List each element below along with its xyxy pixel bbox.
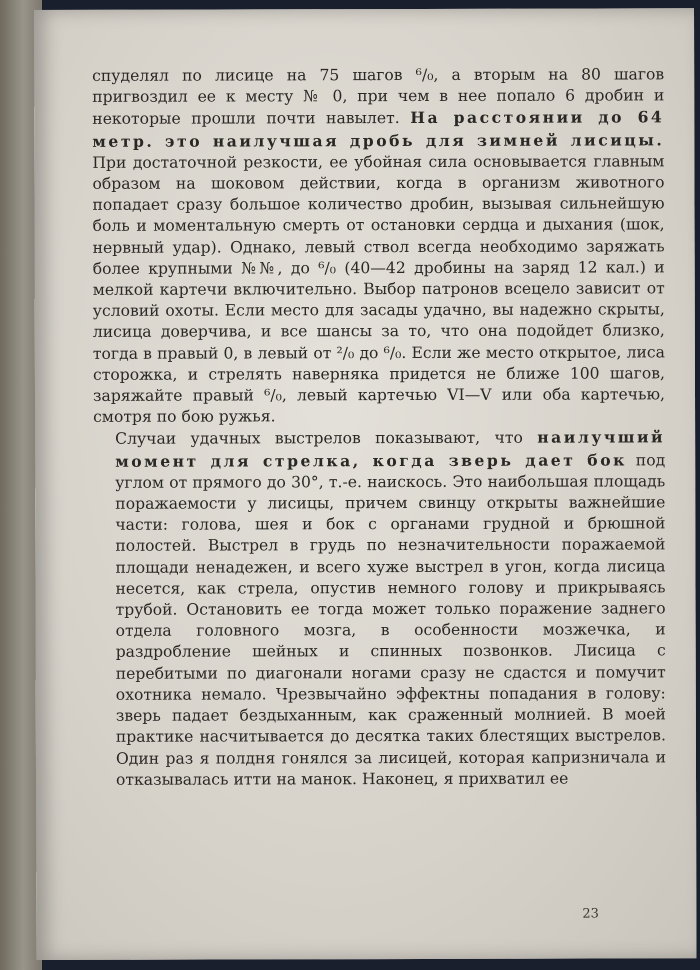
page-number: 23 (582, 906, 599, 922)
paragraph-2 (93, 427, 666, 791)
paragraph-1 (92, 64, 665, 428)
text-run: Случаи удачных выстрелов показывают, что (115, 429, 538, 449)
spaced-emphasis: наилучший момент для стрелка, когда зверь дает бок (115, 427, 666, 471)
book-page (34, 8, 696, 960)
spaced-emphasis: На расстоянии до 64 метр. это наилучшая дробь для зимней лисицы. (92, 107, 665, 151)
page-body-text (92, 64, 666, 790)
text-run: под углом от прямого до 30°, т.-е. наискось. Это наибольшая площадь поражаемости у лисицы, причем свинцу открыты важнейшие части: голова, шея и бок с органами грудной и брюшной полостей. Выстрел в грудь по незначительности поражаемой площади ненадежен, и всего хуже выстрел в угон, когда лисица несется, как стрела, опустив немного голову и прикрываясь трубой. Остановить ее тогда может только поражение заднего отдела головного мозга, в особенности мозжечка, и раздробление шейных и спинных позвонков. Лисица с перебитыми по диагонали ногами сразу не сдастся и помучит охотника немало. Чрезвычайно эффектны попадания в голову: зверь падает бездыханным, как сраженный молнией. В моей практике насчитывается до десятка таких блестящих выстрелов. Один раз я полдня гонялся за лисицей, которая капризничала и отказывалась итти на манок. Наконец, я прихватил ее (115, 451, 666, 789)
text-run: 6 дробин и некоторые прошли почти навылет. (92, 86, 665, 129)
text-run: При достаточной резкости, ее убойная сила основывается главным образом на шоковом действии, когда в организм животного попадает сразу большое количество дробин, вызывая сильнейшую боль и моментальную смерть от остановки сердца и дыхания (шок, нервный удар). Однако, левый ствол всегда необходимо заряжать более крупными №№, до ⁶/₀ (40—42 дробины на заряд 12 кал.) и мелкой картечи включительно. Выбор патронов всецело зависит от условий охоты. Если место для засады удачно, вы надежно скрыты, лисица доверчива, и все шансы за то, что она подойдет близко, тогда в правый 0, в левый от ²/₀ до ⁶/₀. Если же место открытое, лиса сторожка, и стрелять наверняка придется не ближе 100 шагов, заряжайте правый ⁶/₀, левый картечью VI—V или оба картечью, смотря по бою ружья. (92, 152, 666, 427)
text-run: спуделял по лисице на 75 шагов ⁶/₀, а вторым на 80 шагов пригвоздил ее к месту № 0, при чем в нее попало (92, 65, 665, 107)
